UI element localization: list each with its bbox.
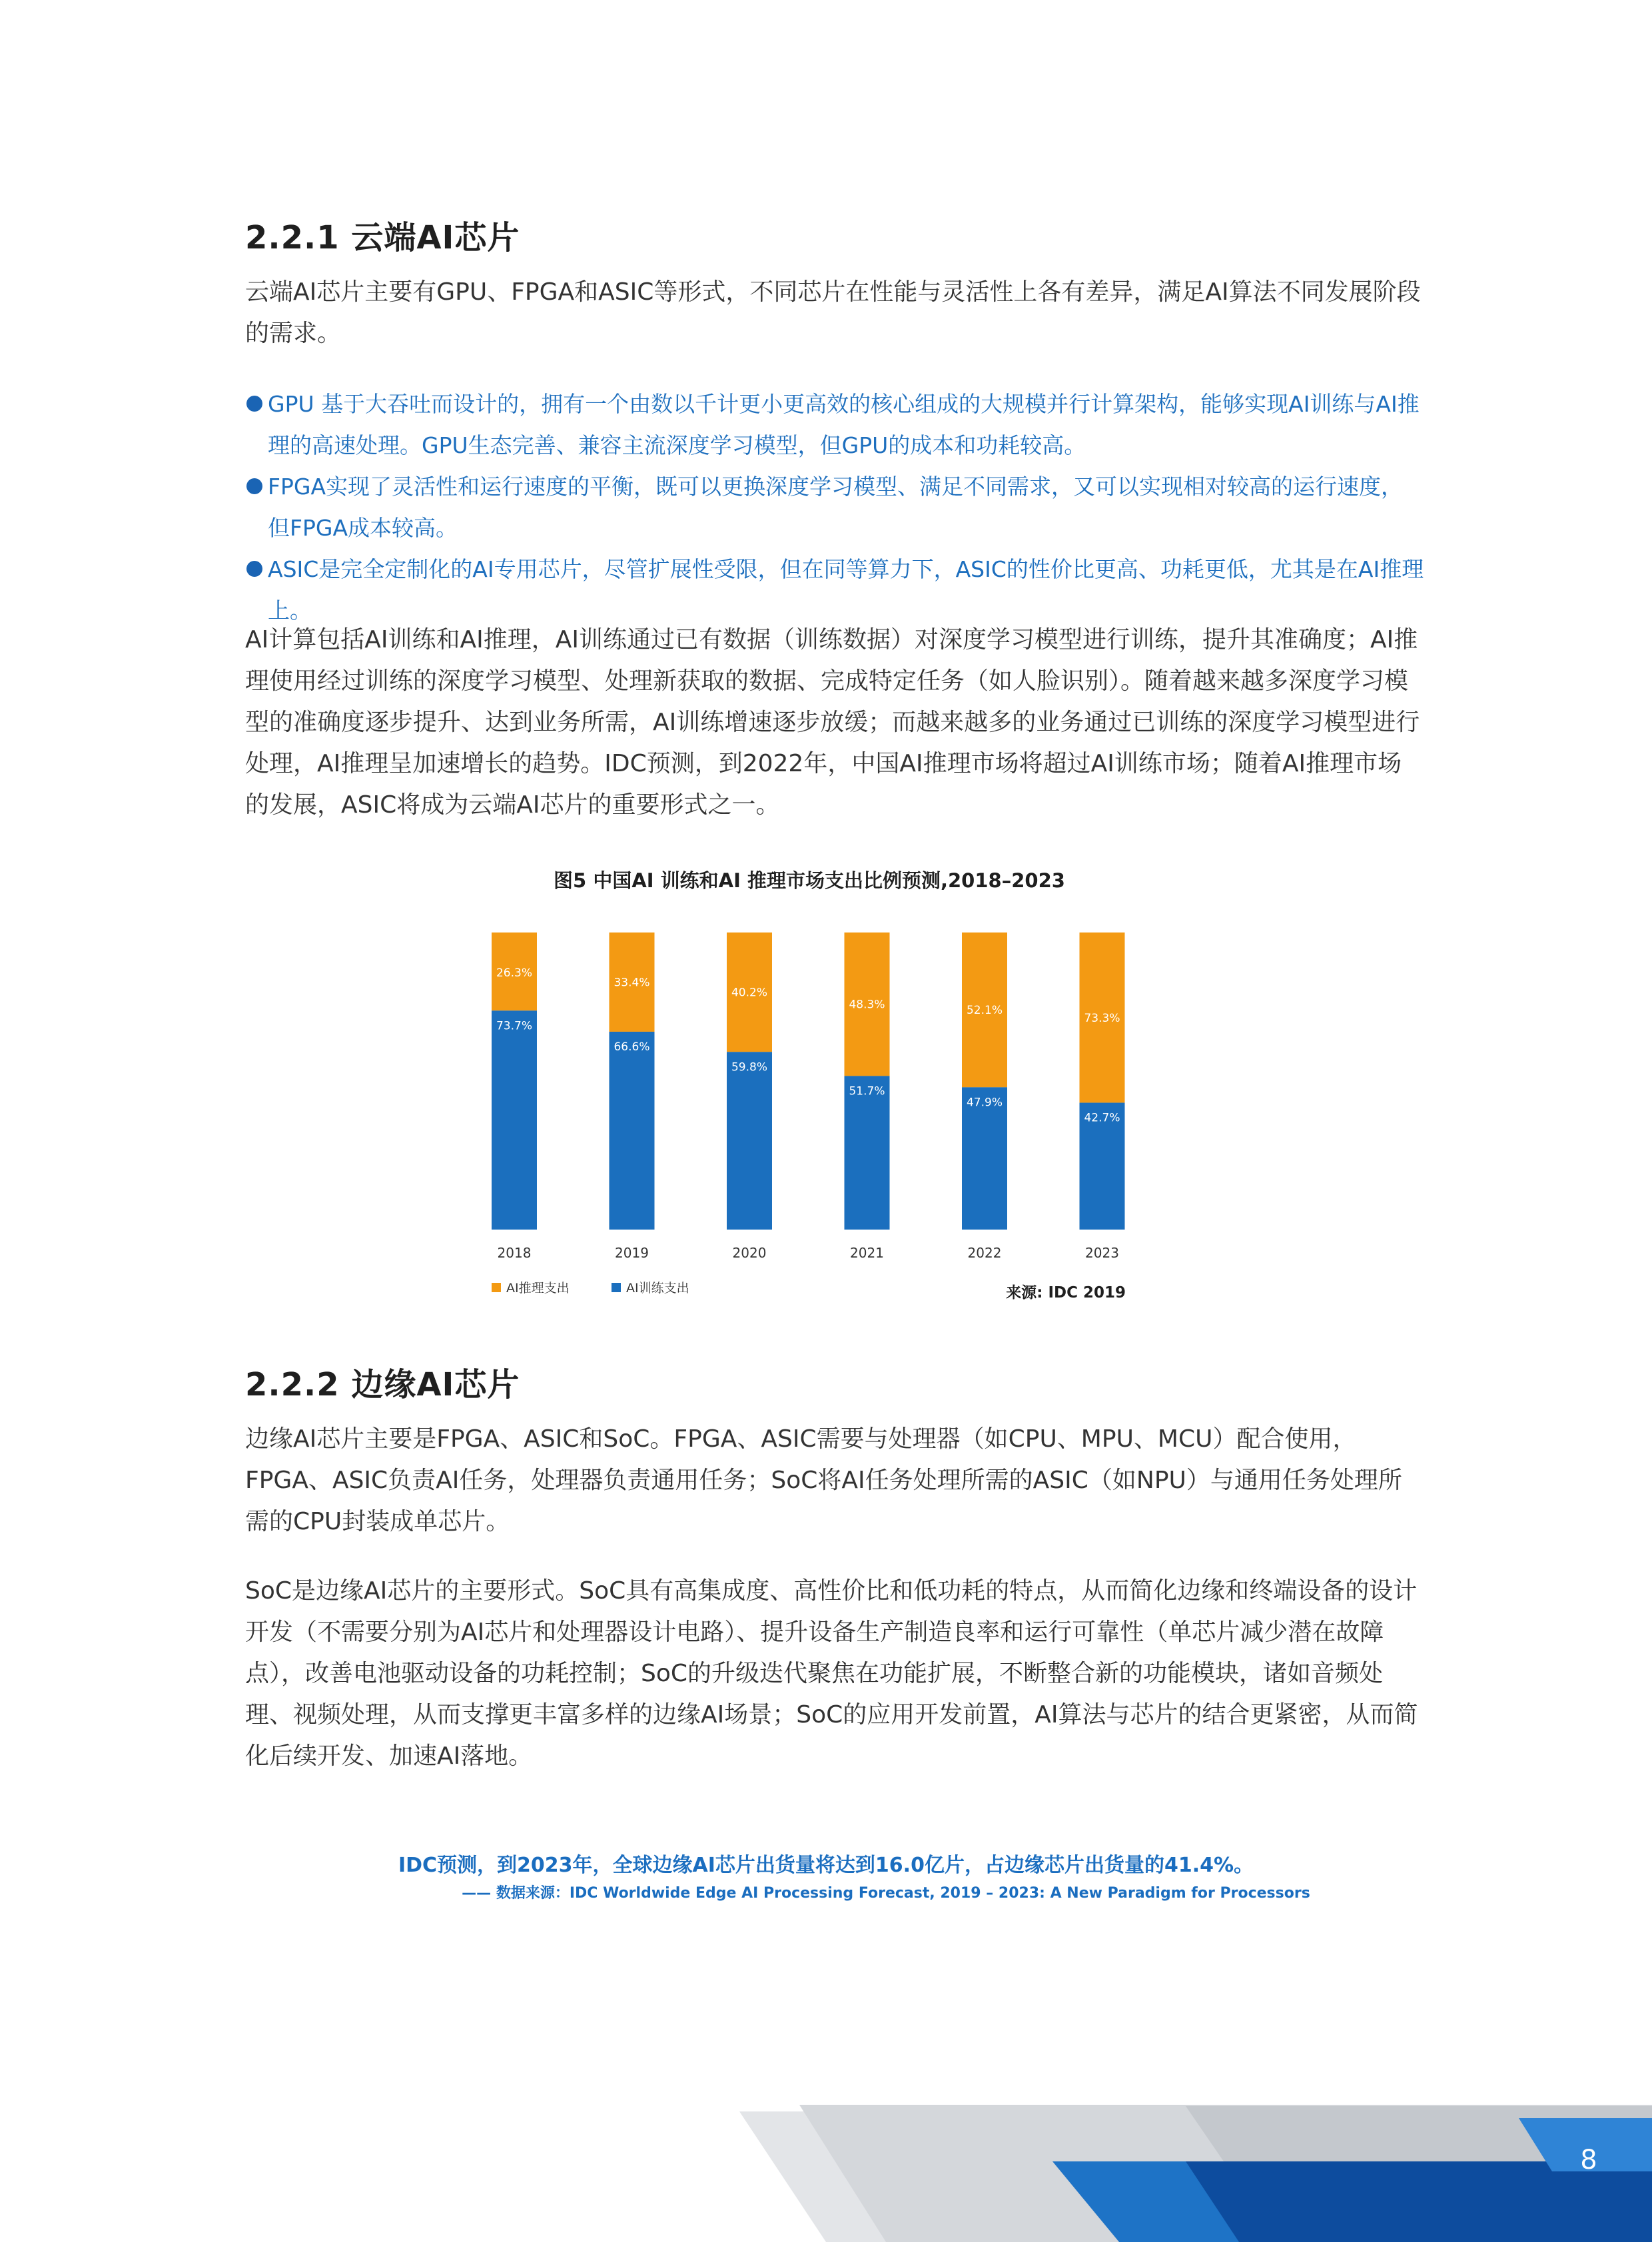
legend-swatch-0: [492, 1283, 501, 1292]
callout-source: —— 数据来源：IDC Worldwide Edge AI Processing Forecast, 2019 – 2023: A New Paradigm for Processors: [462, 1885, 1310, 1902]
chart-title: 图5 中国AI 训练和AI 推理市场支出比例预测,2018–2023: [554, 869, 1065, 892]
x-tick-label-2022: 2022: [967, 1245, 1002, 1261]
paragraph-training-inference: AI计算包括AI训练和AI推理，AI训练通过已有数据（训练数据）对深度学习模型进行训练，提升其准确度；AI推理使用经过训练的深度学习模型、处理新获取的数据、完成特定任务（如人脸识别）。随着越来越多深度学习模型的准确度逐步提升、达到业务所需，AI训练增速逐步放缓；而越来越多的业务通过已训练的深度学习模型进行处理，AI推理呈加速增长的趋势。IDC预测，到2022年，中国AI推理市场将超过AI训练市场；随着AI推理市场的发展，ASIC将成为云端AI芯片的重要形式之一。: [245, 626, 1420, 819]
bullet-item-gpu: [245, 384, 1424, 466]
x-tick-label-2021: 2021: [850, 1245, 884, 1261]
data-label-inference-2022: 52.1%: [966, 1004, 1003, 1018]
bullet-item-fpga: [245, 466, 1424, 549]
x-tick-label-2019: 2019: [615, 1245, 649, 1261]
bullet-text-asic: ASIC是完全定制化的AI专用芯片，尽管扩展性受限，但在同等算力下，ASIC的性价比更高、功耗更低，尤其是在AI推理上。: [268, 556, 1424, 623]
footer-decoration: [0, 2091, 1652, 2242]
bar-training-2018: [492, 1010, 537, 1230]
callout-forecast: IDC预测，到2023年，全球边缘AI芯片出货量将达到16.0亿片，占边缘芯片出货量的41.4%。: [398, 1854, 1254, 1877]
bar-training-2021: [845, 1076, 890, 1230]
legend-swatch-1: [612, 1283, 621, 1292]
section-heading-edge-ai-chip: 2.2.2 边缘AI芯片: [245, 1366, 520, 1403]
data-label-training-2018: 73.7%: [496, 1019, 533, 1033]
data-label-inference-2019: 33.4%: [614, 976, 650, 990]
x-tick-label-2020: 2020: [732, 1245, 767, 1261]
x-tick-label-2023: 2023: [1085, 1245, 1119, 1261]
data-label-training-2023: 42.7%: [1084, 1111, 1120, 1125]
legend-label-0: AI推理支出: [506, 1281, 570, 1296]
legend-label-1: AI训练支出: [626, 1281, 689, 1296]
paragraph-soc: SoC是边缘AI芯片的主要形式。SoC具有高集成度、高性价比和低功耗的特点，从而简化边缘和终端设备的设计开发（不需要分别为AI芯片和处理器设计电路）、提升设备生产制造良率和运行可靠性（单芯片减少潜在故障点），改善电池驱动设备的功耗控制；SoC的升级迭代聚焦在功能扩展，不断整合新的功能模块，诸如音频处理、视频处理，从而支撑更丰富多样的边缘AI场景；SoC的应用开发前置，AI算法与芯片的结合更紧密，从而简化后续开发、加速AI落地。: [245, 1577, 1418, 1770]
bullet-dot-icon: [246, 396, 262, 412]
data-label-inference-2021: 48.3%: [849, 998, 885, 1012]
bullet-text-fpga: FPGA实现了灵活性和运行速度的平衡，既可以更换深度学习模型、满足不同需求，又可以实现相对较高的运行速度，但FPGA成本较高。: [268, 474, 1404, 541]
data-label-training-2021: 51.7%: [849, 1084, 885, 1098]
chart-source: 来源: IDC 2019: [1006, 1284, 1126, 1302]
paragraph-edge-intro: 边缘AI芯片主要是FPGA、ASIC和SoC。FPGA、ASIC需要与处理器（如CPU、MPU、MCU）配合使用，FPGA、ASIC负责AI任务，处理器负责通用任务；SoC将AI任务处理所需的ASIC（如NPU）与通用任务处理所需的CPU封装成单芯片。: [245, 1425, 1402, 1535]
bullet-dot-icon: [246, 561, 262, 577]
section-heading-cloud-ai-chip: 2.2.1 云端AI芯片: [245, 219, 520, 256]
bullet-text-gpu: GPU 基于大吞吐而设计的，拥有一个由数以千计更小更高效的核心组成的大规模并行计算架构，能够实现AI训练与AI推理的高速处理。GPU生态完善、兼容主流深度学习模型，但GPU的成本和功耗较高。: [268, 391, 1420, 458]
bullet-dot-icon: [246, 478, 262, 494]
chart-legend: [492, 1281, 689, 1296]
data-label-inference-2020: 40.2%: [731, 986, 768, 1000]
bar-training-2020: [727, 1052, 772, 1230]
data-label-inference-2018: 26.3%: [496, 966, 533, 980]
data-label-inference-2023: 73.3%: [1084, 1011, 1120, 1025]
paragraph-cloud-intro: 云端AI芯片主要有GPU、FPGA和ASIC等形式，不同芯片在性能与灵活性上各有差异，满足AI算法不同发展阶段的需求。: [245, 278, 1421, 347]
page-number: 8: [1580, 2145, 1597, 2175]
bullet-list: [245, 384, 1424, 631]
x-tick-label-2018: 2018: [497, 1245, 532, 1261]
stacked-bar-chart: [0, 859, 1652, 1312]
bar-training-2019: [610, 1032, 655, 1230]
data-label-training-2022: 47.9%: [966, 1096, 1003, 1110]
chart-bars: [492, 933, 1125, 1261]
data-label-training-2019: 66.6%: [614, 1040, 650, 1054]
data-label-training-2020: 59.8%: [731, 1060, 768, 1074]
